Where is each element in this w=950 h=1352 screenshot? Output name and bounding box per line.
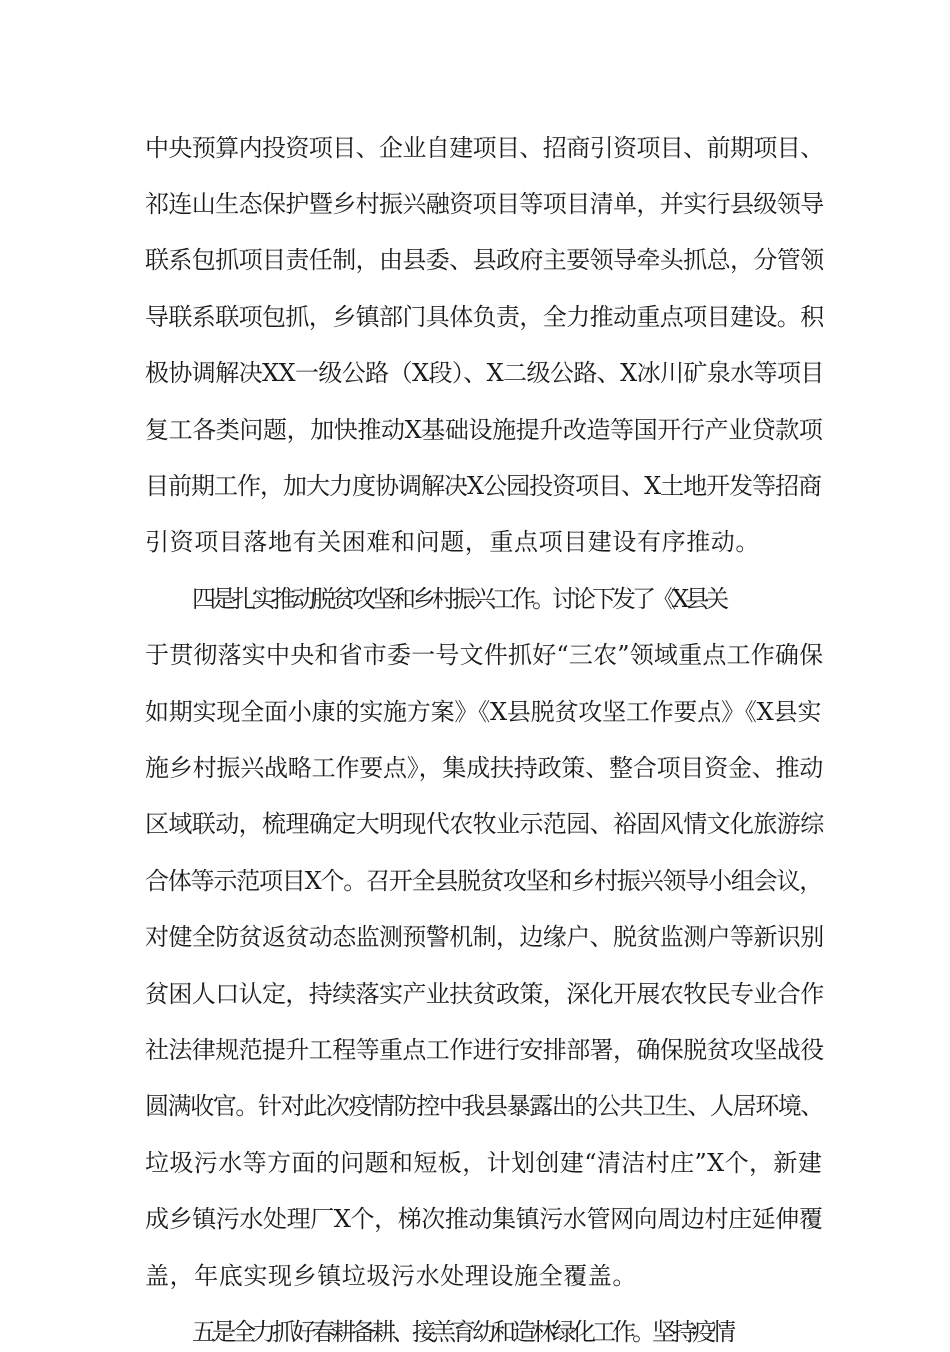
- text-line: 中央预算内投资项目、企业自建项目、招商引资项目、前期项目、: [145, 134, 824, 162]
- text-line: 祁连山生态保护暨乡村振兴融资项目等项目清单，并实行县级领导: [145, 190, 824, 218]
- text-line: 区域联动，梳理确定大明现代农牧业示范园、裕固风情文化旅游综: [145, 810, 824, 838]
- text-line: 合体等示范项目X个。召开全县脱贫攻坚和乡村振兴领导小组会议，: [145, 867, 823, 895]
- text-line: 圆满收官。针对此次疫情防控中我县暴露出的公共卫生、人居环境、: [145, 1092, 823, 1120]
- text-line: 施乡村振兴战略工作要点》，集成扶持政策、整合项目资金、推动: [145, 754, 824, 782]
- text-line: 复工各类问题，加快推动X基础设施提升改造等国开行产业贷款项: [145, 416, 823, 444]
- text-line: 盖，年底实现乡镇垃圾污水处理设施全覆盖。: [145, 1262, 637, 1290]
- text-line: 贫困人口认定，持续落实产业扶贫政策，深化开展农牧民专业合作: [145, 980, 824, 1008]
- text-line: 成乡镇污水处理厂X个，梯次推动集镇污水管网向周边村庄延伸覆: [145, 1205, 823, 1233]
- text-line: 对健全防贫返贫动态监测预警机制，边缘户、脱贫监测户等新识别: [145, 923, 824, 951]
- text-line: 极协调解决XX一级公路（X段）、X二级公路、X冰川矿泉水等项目: [145, 359, 824, 387]
- text-line: 联系包抓项目责任制，由县委、县政府主要领导牵头抓总，分管领: [145, 246, 824, 274]
- text-line: 导联系联项包抓，乡镇部门具体负责，全力推动重点项目建设。积: [145, 303, 824, 331]
- text-line: 引资项目落地有关困难和问题，重点项目建设有序推动。: [145, 528, 760, 556]
- text-line: 如期实现全面小康的实施方案》《X县脱贫攻坚工作要点》《X县实: [145, 698, 822, 726]
- text-line: 垃圾污水等方面的问题和短板，计划创建“清洁村庄”X个，新建: [145, 1149, 823, 1177]
- text-line: 社法律规范提升工程等重点工作进行安排部署，确保脱贫攻坚战役: [145, 1036, 824, 1064]
- paragraph-start-line: 四是扎实推动脱贫攻坚和乡村振兴工作。讨论下发了《X县关: [192, 585, 726, 613]
- text-line: 于贯彻落实中央和省市委一号文件抓好“三农”领域重点工作确保: [145, 641, 824, 669]
- paragraph-start-line: 五是全力抓好春耕备耕、接羔育幼和造林绿化工作。坚持疫情: [192, 1318, 732, 1346]
- text-line: 目前期工作，加大力度协调解决X公园投资项目、X土地开发等招商: [145, 472, 822, 500]
